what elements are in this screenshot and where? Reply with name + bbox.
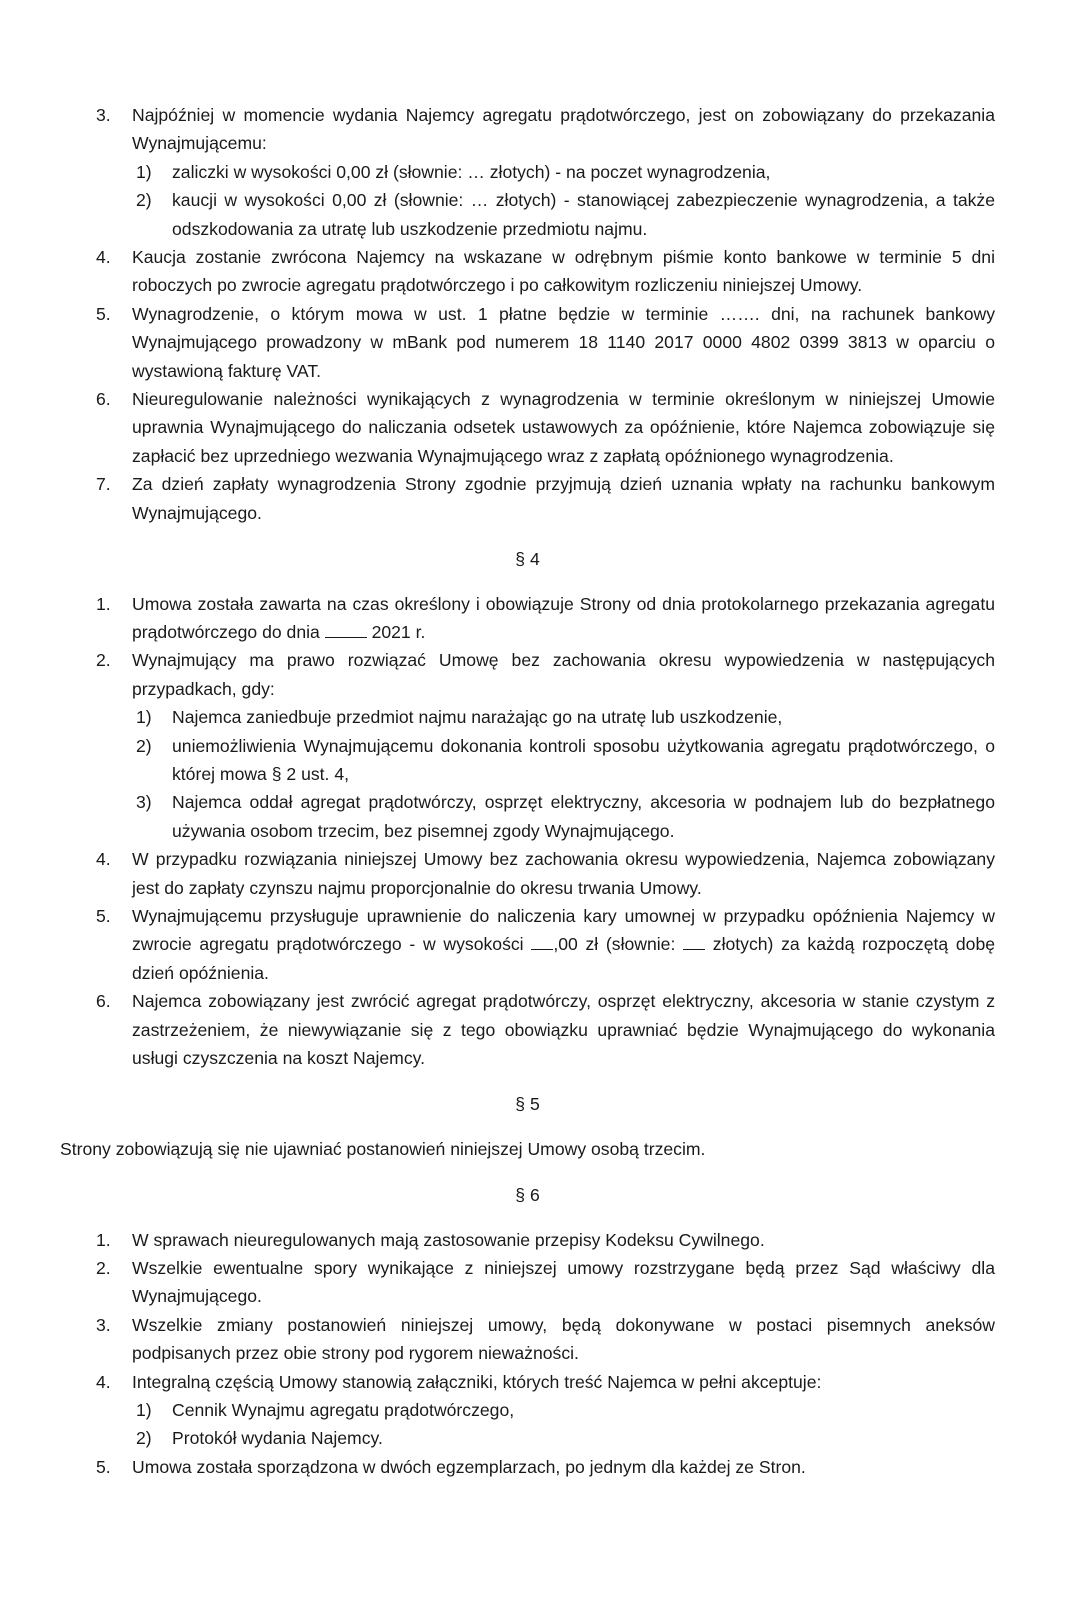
- sub-item-text: uniemożliwienia Wynajmującemu dokonania kontroli sposobu użytkowania agregatu prądotwórczego, o której mowa § 2 ust. 4,: [172, 735, 995, 784]
- item-number: 5.: [96, 303, 111, 324]
- item-text: Wszelkie zmiany postanowień niniejszej umowy, będą dokonywane w postaci pisemnych aneksów podpisanych przez obie strony pod rygorem nieważności.: [132, 1314, 995, 1364]
- paragraph: Strony zobowiązują się nie ujawniać postanowień niniejszej Umowy osobą trzecim.: [60, 1138, 706, 1159]
- sub-item-number: 3): [136, 792, 152, 813]
- sub-item-text: kaucji w wysokości 0,00 zł (słownie: … złotych) - stanowiącej zabezpieczenie wynagrodzenia, a także odszkodowania za utratę lub uszkodzenie przedmiotu najmu.: [172, 190, 995, 239]
- list-item: [60, 101, 995, 158]
- sub-list: [100, 1396, 995, 1453]
- document-body: [60, 101, 995, 1481]
- list-item: [60, 1254, 995, 1311]
- item-number: 5.: [96, 905, 111, 926]
- item-text: W sprawach nieuregulowanych mają zastosowanie przepisy Kodeksu Cywilnego.: [132, 1229, 765, 1250]
- section-heading: § 4: [515, 549, 540, 570]
- list-item: [60, 243, 995, 300]
- item-text: Integralną częścią Umowy stanowią załączniki, których treść Najemca w pełni akceptuje:: [132, 1371, 822, 1392]
- item-number: 6.: [96, 389, 111, 410]
- section-heading: § 6: [515, 1185, 540, 1206]
- sub-item: [100, 1424, 995, 1452]
- item-text: [132, 902, 995, 987]
- list-item: [60, 590, 995, 647]
- item-text: Najemca zobowiązany jest zwrócić agregat prądotwórczy, osprzęt elektryczny, akcesoria w stanie czystym z zastrzeżeniem, że niewywiązanie się z tego obowiązku uprawniać będzie Wynajmującego do wykonania usługi czyszczenia na koszt Najemcy.: [132, 991, 995, 1068]
- item-text: Kaucja zostanie zwrócona Najemcy na wskazane w odrębnym piśmie konto bankowe w terminie 5 dni roboczych po zwrocie agregatu prądotwórczego i po całkowitym rozliczeniu niniejszej Umowy.: [132, 247, 995, 296]
- item-number: 3.: [96, 1314, 111, 1335]
- item-number: 4.: [96, 247, 111, 268]
- item-number: 5.: [96, 1456, 111, 1477]
- sub-item: [100, 158, 995, 186]
- blank-line: [325, 619, 367, 638]
- item-text: Nieuregulowanie należności wynikających z wynagrodzenia w terminie określonym w niniejszej Umowie uprawnia Wynajmującego do naliczania odsetek ustawowych za opóźnienie, które Najemca zobowiązuje się zapłacić bez uprzedniego wezwania Wynajmującego wraz z zapłatą opóźnionego wynagrodzenia.: [132, 389, 995, 466]
- sub-list: [100, 158, 995, 243]
- sub-item-number: 2): [136, 1428, 152, 1449]
- item-number: 6.: [96, 991, 111, 1012]
- item-text: [132, 590, 995, 647]
- sub-item-text: Najemca oddał agregat prądotwórczy, osprzęt elektryczny, akcesoria w podnajem lub do bezpłatnego używania osobom trzecim, bez pisemnej zgody Wynajmującego.: [172, 792, 995, 841]
- item-number: 2.: [96, 650, 111, 671]
- sub-item-text: Protokół wydania Najemcy.: [172, 1428, 383, 1449]
- sub-item-number: 1): [136, 1400, 152, 1421]
- sub-item: [100, 788, 995, 845]
- item-number: 3.: [96, 105, 111, 125]
- list-item: [60, 470, 995, 527]
- sub-item: [100, 1396, 995, 1424]
- list-item: [60, 987, 995, 1072]
- blank-line: [531, 931, 553, 950]
- item-number: 1.: [96, 1229, 111, 1250]
- blank-line: [683, 931, 705, 950]
- sub-item: [100, 703, 995, 731]
- item-text: W przypadku rozwiązania niniejszej Umowy bez zachowania okresu wypowiedzenia, Najemca zobowiązany jest do zapłaty czynszu najmu proporcjonalnie do okresu trwania Umowy.: [132, 849, 995, 898]
- list-item: [60, 646, 995, 703]
- sub-item-number: 1): [136, 707, 152, 728]
- sub-item-number: 2): [136, 190, 152, 211]
- item-number: 4.: [96, 1371, 111, 1392]
- list-item: [60, 1226, 995, 1254]
- item-text: Umowa została sporządzona w dwóch egzemplarzach, po jednym dla każdej ze Stron.: [132, 1456, 806, 1477]
- sub-item: [100, 186, 995, 243]
- item-text-part: złotych) za każdą rozpoczętą dobę dzień opóźnienia.: [132, 934, 996, 983]
- list-item: [60, 845, 995, 902]
- item-text-part: ,00 zł (słownie:: [553, 934, 684, 955]
- list-item: [60, 300, 995, 385]
- list-item: [60, 902, 995, 987]
- list-item: [60, 1311, 995, 1368]
- sub-item-number: 1): [136, 161, 152, 182]
- item-text: Wszelkie ewentualne spory wynikające z niniejszej umowy rozstrzygane będą przez Sąd właściwy dla Wynajmującego.: [132, 1258, 995, 1307]
- item-number: 2.: [96, 1258, 111, 1279]
- sub-list: [100, 703, 995, 845]
- item-text-part: Umowa została zawarta na czas określony i obowiązuje Strony od dnia protokolarnego przekazania agregatu prądotwórczego do dnia: [132, 593, 995, 642]
- item-text: Wynagrodzenie, o którym mowa w ust. 1 płatne będzie w terminie ……. dni, na rachunek bankowy Wynajmującego prowadzony w mBank pod numerem 18 1140 2017 0000 4802 0399 3813 w oparciu o wystawioną fakturę VAT.: [132, 303, 995, 381]
- list-item: [60, 385, 995, 470]
- sub-item-text: zaliczki w wysokości 0,00 zł (słownie: … złotych) - na poczet wynagrodzenia,: [172, 161, 771, 182]
- sub-item: [100, 732, 995, 789]
- item-text-part: Wynajmującemu przysługuje uprawnienie do naliczenia kary umownej w przypadku opóźnienia Najemcy w zwrocie agregatu prądotwórczego - w wysokości: [132, 905, 995, 955]
- item-text: Za dzień zapłaty wynagrodzenia Strony zgodnie przyjmują dzień uznania wpłaty na rachunku bankowym Wynajmującego.: [132, 474, 995, 523]
- item-number: 4.: [96, 849, 111, 870]
- sub-item-text: Najemca zaniedbuje przedmiot najmu narażając go na utratę lub uszkodzenie,: [172, 707, 783, 728]
- sub-item-number: 2): [136, 735, 152, 756]
- list-item: [60, 1368, 995, 1396]
- item-number: 7.: [96, 474, 111, 495]
- list-item: [60, 1453, 995, 1481]
- item-text: Wynajmujący ma prawo rozwiązać Umowę bez zachowania okresu wypowiedzenia w następujących przypadkach, gdy:: [132, 650, 995, 699]
- item-number: 1.: [96, 593, 111, 614]
- item-text-part: 2021 r.: [366, 621, 426, 642]
- sub-item-text: Cennik Wynajmu agregatu prądotwórczego,: [172, 1400, 515, 1421]
- item-text: Najpóźniej w momencie wydania Najemcy agregatu prądotwórczego, jest on zobowiązany do przekazania Wynajmującemu:: [132, 105, 995, 154]
- section-heading: § 5: [515, 1094, 540, 1115]
